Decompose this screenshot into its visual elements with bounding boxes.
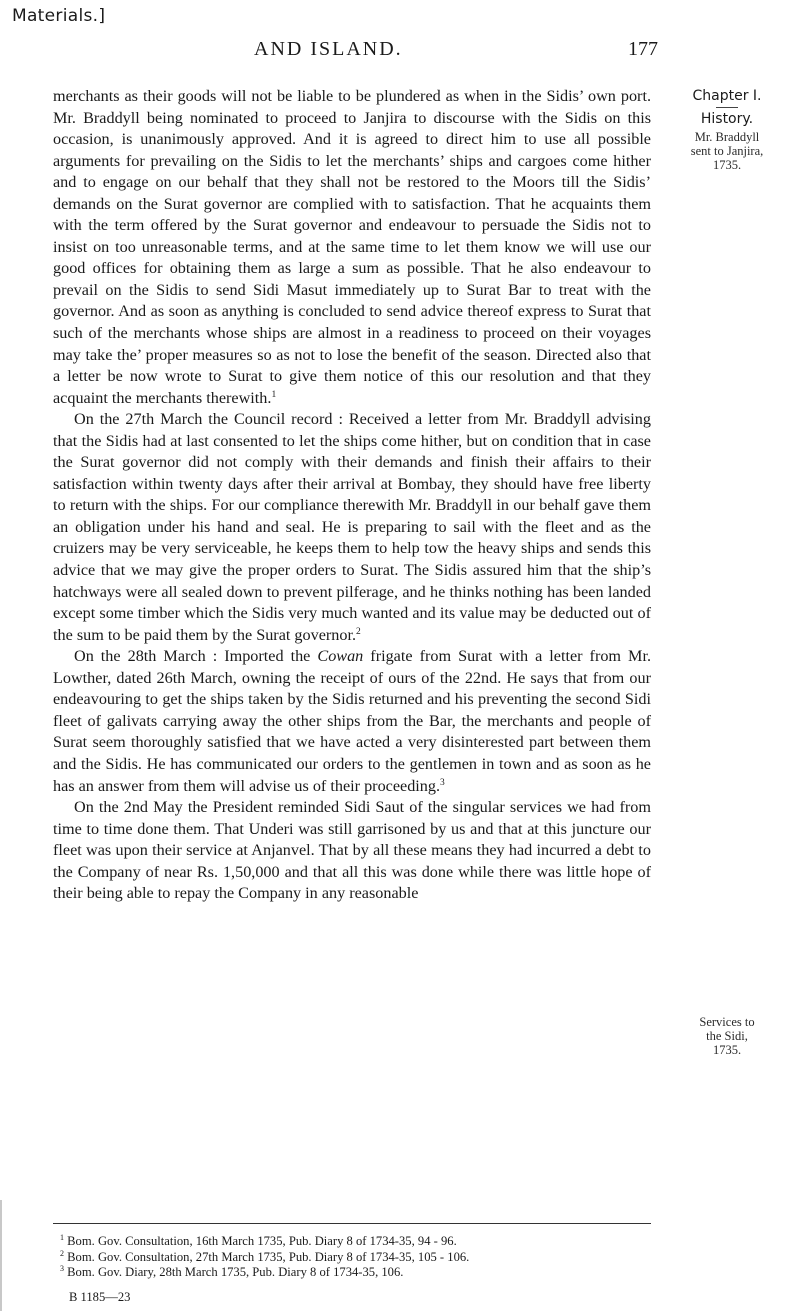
margin-note-services xyxy=(670,1015,784,1057)
footnote-text: Bom. Gov. Consultation, 27th March 1735, Pub. Diary 8 of 1734-35, 105 - 106. xyxy=(67,1249,470,1264)
margin-note-line: 1735. xyxy=(712,1043,742,1057)
running-head-title: AND ISLAND. xyxy=(254,38,403,60)
margin-divider xyxy=(716,107,738,108)
running-head-section: Materials.] xyxy=(12,6,106,26)
margin-history-heading: History. xyxy=(700,111,754,127)
margin-note-braddyll xyxy=(670,86,784,172)
footnote xyxy=(60,1234,660,1250)
margin-note-line: the Sidi, xyxy=(706,1029,748,1043)
footnote-mark: 2 xyxy=(60,1248,64,1258)
main-text xyxy=(53,86,651,905)
paragraph-3-text-b: frigate from Surat with a letter from Mr. Lowther, dated 26th March, owning the receipt of ours of the 22nd. He says that from our endeavouring to get the ships taken by the Sidis returned and his preventing the second Sidi fleet of galivats carrying away the other ships from the Bar, the merchants and people of Surat seem thoroughly satisfied that we have acted a very disinterested part between them and the Sidis. He has communicated our orders to the gentlemen in town and as soon as he has an answer from them will advise us of their proceeding. xyxy=(53,647,651,795)
paragraph-2-text: On the 27th March the Council record : Received a letter from Mr. Braddyll advising that the Sidis had at last consented to let the ships come hither, but on condition that in case the Surat governor did not comply with their demands and finish their affairs to their satisfaction within twenty days after their arrival at Bombay, they should have free liberty to return with the ships. For our compliance therewith Mr. Braddyll in our behalf gave them an obligation under his hand and seal. He is preparing to sail with the fleet and as the cruizers may be very serviceable, he keeps them to help tow the heavy ships and sends this advice that we may give the proper orders to Surat. The Sidis assured him that the ship’s hatchways were all sealed down to prevent pilferage, and he thinks nothing has been landed except some timber which the Sidis very much wanted and its value may be deducted out of the sum to be paid them by the Surat governor. xyxy=(53,410,651,644)
margin-note-line: Services to xyxy=(699,1015,755,1029)
ship-name: Cowan xyxy=(317,647,364,666)
paragraph-3-text-a: On the 28th March : Imported the xyxy=(74,647,318,666)
scan-edge-shadow xyxy=(0,1200,2,1311)
footnotes xyxy=(60,1234,660,1281)
margin-note-line: Mr. Braddyll xyxy=(694,130,760,144)
margin-note-line: 1735. xyxy=(712,158,742,172)
margin-chapter-heading: Chapter I. xyxy=(692,88,762,104)
footnote-text: Bom. Gov. Diary, 28th March 1735, Pub. Diary 8 of 1734-35, 106. xyxy=(67,1265,404,1280)
paragraph-4 xyxy=(53,797,651,905)
footnote-divider xyxy=(53,1223,651,1224)
footnote-ref-1: 1 xyxy=(271,389,277,400)
footnote-text: Bom. Gov. Consultation, 16th March 1735, Pub. Diary 8 of 1734-35, 94 - 96. xyxy=(67,1234,457,1248)
paragraph-2 xyxy=(53,409,651,646)
printer-signature: B 1185—23 xyxy=(69,1290,131,1304)
paragraph-3 xyxy=(53,646,651,797)
page-number: 177 xyxy=(628,38,658,60)
paragraph-4-text: On the 2nd May the President reminded Sidi Saut of the singular services we had from time to time done them. That Underi was still garrisoned by us and that at this juncture our fleet was upon their service at Anjanvel. That by all these means they had incurred a debt to the Company of near Rs. 1,50,000 and that all this was done while there was little hope of their being able to repay the Company in any reasonable xyxy=(53,798,651,903)
footnote-ref-3: 3 xyxy=(440,777,445,788)
footnote xyxy=(60,1250,660,1266)
paragraph-1 xyxy=(53,86,651,409)
footnote xyxy=(60,1265,660,1281)
footnote-ref-2: 2 xyxy=(356,626,361,637)
footnote-mark: 3 xyxy=(60,1264,64,1274)
paragraph-1-text: merchants as their goods will not be liable to be plundered as when in the Sidis’ own port. Mr. Braddyll being nominated to proceed to Janjira to discourse with the Sidis on this occasion, is unanimously approved. And it is agreed to direct him to use all possible arguments for prevailing on the Sidis to let the merchants’ ships and cargoes come hither and to engage on our behalf that they shall not be restored to the Moors till the Sidis’ demands on the Surat governor are complied with to satisfaction. That he acquaints them with the term offered by the Surat governor and endeavour to persuade the Sidis not to insist on too unreasonable terms, and at the same time to let them know we will use our good offices for obtaining them as large a sum as possible. That he also endeavour to prevail on the Sidis to send Sidi Masut immediately up to Surat Bar to treat with the governor. And as soon as anything is concluded to send advice thereof express to Surat that such of the merchants whose ships are almost in a readiness to proceed on their voyages may take the’ proper measures so as not to lose the benefit of the season. Directed also that a letter be now wrote to Surat to give them notice of this our resolution and that they acquaint the merchants therewith. xyxy=(53,87,651,407)
margin-note-line: sent to Janjira, xyxy=(690,144,764,158)
footnote-mark: 1 xyxy=(60,1233,64,1242)
